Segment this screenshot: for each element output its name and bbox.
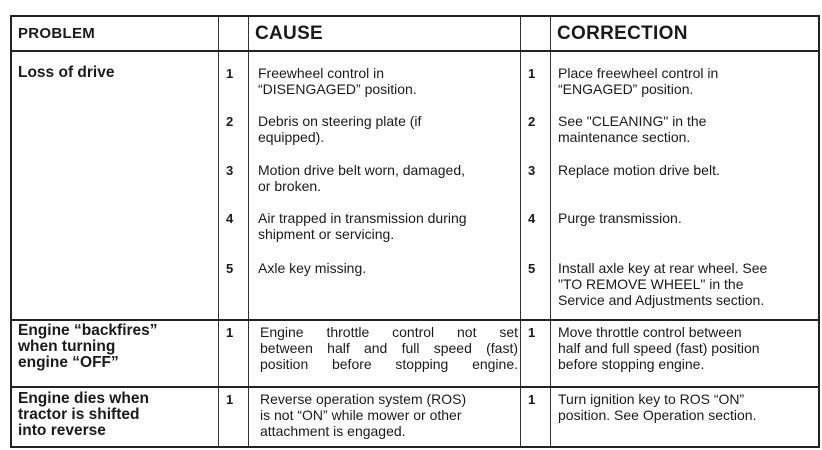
cause-number: 5 bbox=[226, 261, 234, 276]
correction-number: 2 bbox=[528, 114, 536, 129]
cause-number: 1 bbox=[226, 66, 234, 81]
cause-text: Air trapped in transmission during shipment or servicing. bbox=[258, 210, 467, 242]
cause-text: Debris on steering plate (if equipped). bbox=[258, 113, 422, 145]
cause-text: Engine throttle control not set between half and full speed (fast) position before stopping engine. bbox=[260, 324, 518, 372]
row-divider bbox=[12, 386, 818, 388]
correction-text: Move throttle control between half and full speed (fast) position before stopping engine. bbox=[558, 324, 760, 372]
correction-text: Turn ignition key to ROS “ON” position. See Operation section. bbox=[558, 391, 757, 423]
correction-number: 1 bbox=[528, 66, 536, 81]
cause-text: Reverse operation system (ROS) is not “ON” while mower or other attachment is engaged. bbox=[260, 391, 467, 439]
correction-number: 3 bbox=[528, 163, 536, 178]
cause-number: 1 bbox=[226, 325, 234, 340]
correction-text: See "CLEANING" in the maintenance section. bbox=[558, 113, 707, 145]
problem-engine-backfires: Engine “backfires” when turning engine “OFF” bbox=[18, 322, 158, 371]
troubleshooting-table bbox=[10, 15, 820, 448]
correction-number: 1 bbox=[528, 325, 536, 340]
header-cause: CAUSE bbox=[255, 23, 324, 44]
cause-text: Axle key missing. bbox=[258, 260, 367, 276]
cause-text: Freewheel control in “DISENGAGED” position. bbox=[258, 65, 417, 97]
col-divider bbox=[550, 17, 551, 446]
header-problem: PROBLEM bbox=[18, 25, 96, 42]
header-correction: CORRECTION bbox=[557, 23, 688, 44]
correction-text: Place freewheel control in “ENGAGED” position. bbox=[558, 65, 719, 97]
correction-number: 5 bbox=[528, 261, 536, 276]
cause-number: 3 bbox=[226, 163, 234, 178]
correction-number: 4 bbox=[528, 211, 536, 226]
col-divider bbox=[520, 17, 521, 446]
problem-engine-dies: Engine dies when tractor is shifted into reverse bbox=[18, 390, 149, 439]
correction-text: Replace motion drive belt. bbox=[558, 162, 720, 178]
problem-loss-of-drive: Loss of drive bbox=[18, 64, 115, 81]
col-divider bbox=[248, 17, 249, 446]
cause-text: Motion drive belt worn, damaged, or broken. bbox=[258, 162, 465, 194]
correction-number: 1 bbox=[528, 392, 536, 407]
cause-number: 1 bbox=[226, 392, 234, 407]
correction-text: Purge transmission. bbox=[558, 210, 682, 226]
row-divider bbox=[12, 50, 818, 52]
correction-text: Install axle key at rear wheel. See "TO REMOVE WHEEL" in the Service and Adjustments section. bbox=[558, 260, 768, 308]
row-divider bbox=[12, 319, 818, 321]
cause-number: 4 bbox=[226, 211, 234, 226]
col-divider bbox=[218, 17, 219, 446]
cause-number: 2 bbox=[226, 114, 234, 129]
